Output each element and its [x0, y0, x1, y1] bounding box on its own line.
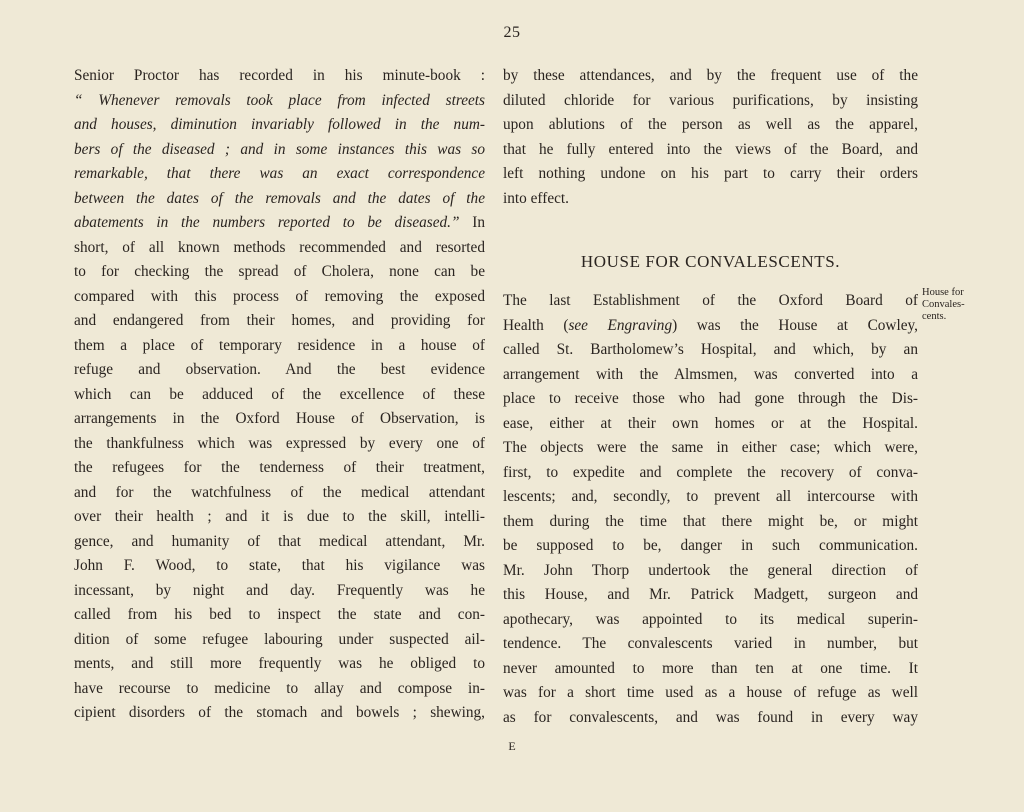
text-line: never amounted to more than ten at one time. It — [503, 659, 918, 677]
text-line: tendence. The convalescents varied in number, but — [503, 635, 918, 652]
text-line: refuge and observation. And the best evidence — [74, 361, 485, 378]
text-line: cipient disorders of the stomach and bowels ; shewing, — [74, 704, 485, 721]
text-line: incessant, by night and day. Frequently was he — [74, 581, 485, 599]
text-line: “ Whenever removals took place from infected streets — [74, 91, 485, 109]
text-line: upon ablutions of the person as well as the apparel, — [503, 116, 918, 133]
text-span: In — [459, 214, 485, 231]
text-line: be supposed to be, danger in such communication. — [503, 537, 918, 554]
text-line: have recourse to medicine to allay and compose in- — [74, 679, 485, 697]
text-line: diluted chloride for various purifications, by insisting — [503, 91, 918, 109]
text-line: that he fully entered into the views of the Board, and — [503, 140, 918, 158]
text-line: remarkable, that there was an exact correspondence — [74, 165, 485, 182]
text-span: ) was the House at Cowley, — [672, 316, 918, 334]
text-line: them a place of temporary residence in a house of — [74, 336, 485, 354]
text-line: by these attendances, and by the frequent use of the — [503, 67, 918, 84]
text-line: into effect. — [503, 189, 569, 207]
text-line: compared with this process of removing the exposed — [74, 287, 485, 305]
text-line: ease, either at their own homes or at the Hospital. — [503, 414, 918, 432]
margin-note — [922, 287, 1002, 323]
text-line: first, to expedite and complete the recovery of conva- — [503, 463, 918, 481]
text-line: as for convalescents, and was found in every way — [503, 708, 918, 726]
text-line — [74, 211, 485, 236]
text-line: and for the watchfulness of the medical attendant — [74, 483, 485, 501]
text-line: short, of all known methods recommended and resorted — [74, 238, 485, 256]
text-line: was for a short time used as a house of refuge as well — [503, 684, 918, 701]
margin-note-line: cents. — [922, 311, 947, 322]
text-line: place to receive those who had gone through the Dis- — [503, 390, 918, 407]
text-line: bers of the diseased ; and in some instances this was so — [74, 140, 485, 158]
text-line: arrangements in the Oxford House of Observation, is — [74, 410, 485, 427]
text-line: the thankfulness which was expressed by every one of — [74, 434, 485, 452]
text-line: apothecary, was appointed to its medical superin- — [503, 610, 918, 628]
text-line: dition of some refugee labouring under suspected ail- — [74, 630, 485, 648]
text-line: called St. Bartholomew’s Hospital, and which, by an — [503, 341, 918, 358]
text-line: John F. Wood, to state, that his vigilance was — [74, 557, 485, 574]
text-line: Senior Proctor has recorded in his minute-book : — [74, 67, 485, 84]
text-line: Mr. John Thorp undertook the general direction of — [503, 561, 918, 579]
text-line: between the dates of the removals and the dates of the — [74, 189, 485, 207]
engraving-reference: see Engraving — [568, 316, 673, 334]
text-line: which can be adduced of the excellence of these — [74, 385, 485, 403]
text-line: gence, and humanity of that medical attendant, Mr. — [74, 532, 485, 550]
right-column — [503, 64, 918, 730]
margin-note-line: Convales- — [922, 299, 965, 310]
text-line: them during the time that there might be, or might — [503, 512, 918, 530]
section-heading: HOUSE FOR CONVALESCENTS. — [580, 252, 841, 271]
text-line: and houses, diminution invariably followed in the num- — [74, 116, 485, 133]
text-line: and endangered from their homes, and providing for — [74, 312, 485, 329]
text-line: left nothing undone on his part to carry their orders — [503, 165, 918, 182]
text-line: over their health ; and it is due to the skill, intelli- — [74, 508, 485, 525]
signature-mark: E — [508, 739, 516, 753]
text-line: this House, and Mr. Patrick Madgett, surgeon and — [503, 586, 918, 603]
text-line: called from his bed to inspect the state and con- — [74, 606, 485, 623]
text-line: The objects were the same in either case; which were, — [503, 439, 918, 456]
text-line: to for checking the spread of Cholera, none can be — [74, 263, 485, 280]
left-column — [74, 64, 485, 726]
text-line: the refugees for the tenderness of their treatment, — [74, 459, 485, 476]
text-line: lescents; and, secondly, to prevent all intercourse with — [503, 488, 918, 505]
page-number: 25 — [503, 24, 521, 41]
text-line: The last Establishment of the Oxford Board of — [503, 292, 918, 309]
quote-end: abatements in the numbers reported to be diseased.” — [74, 214, 460, 231]
text-line: arrangement with the Almsmen, was converted into a — [503, 365, 918, 383]
text-span: Health ( — [503, 316, 569, 334]
text-line — [503, 314, 918, 339]
text-line: ments, and still more frequently was he obliged to — [74, 655, 485, 672]
margin-note-line: House for — [922, 287, 964, 298]
